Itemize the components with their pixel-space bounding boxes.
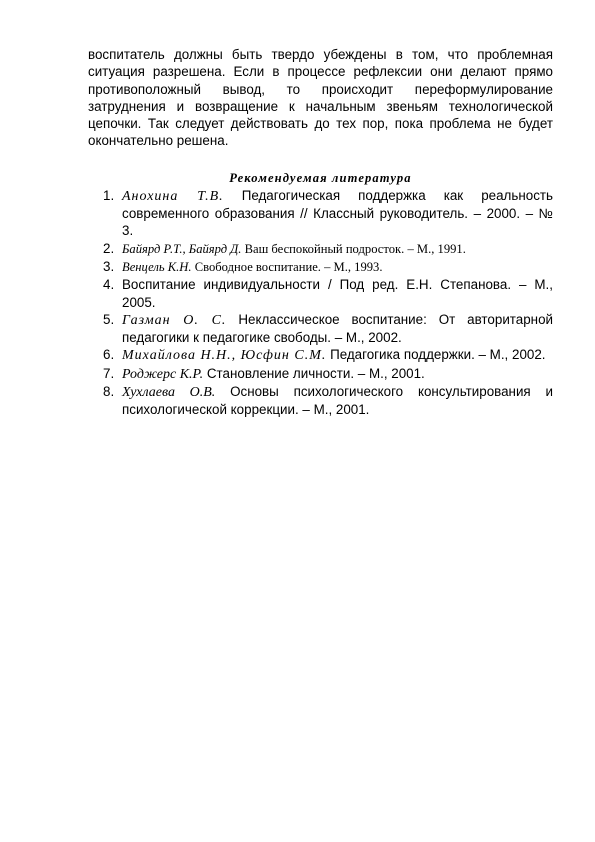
document-page [88, 46, 553, 419]
reference-author: Роджерс К.Р. [122, 366, 204, 382]
reference-item [88, 258, 553, 276]
reference-item [88, 383, 553, 419]
reference-text: Педагогика поддержки. – М., 2002. [326, 347, 546, 363]
reference-item [88, 311, 553, 347]
reference-item [88, 365, 553, 383]
intro-paragraph: воспитатель должны быть твердо убеждены в том, что проблемная ситуация разрешена. Если в процессе рефлексии они делают прямо противоположный вывод, то происходит переформулирование затруднения и возвращение к начальным звеньям технологической цепочки. Так следует действовать до тех пор, пока проблема не будет окончательно решена. [88, 47, 553, 149]
reference-author: Байярд Р.Т., Байярд Д. [122, 241, 242, 256]
reference-number: 1. [103, 187, 115, 203]
reference-text: Воспитание индивидуальности / Под ред. Е.Н. Степанова. – М., 2005. [122, 277, 553, 310]
reference-author: Венцель К.Н. [122, 259, 192, 274]
reference-author: Хухлаева О.В. [122, 385, 216, 401]
reference-number: 8. [103, 384, 115, 400]
reference-number: 6. [103, 347, 115, 363]
reference-text: Свободное воспитание. – М., 1993. [191, 259, 383, 274]
reference-author: Анохина Т.В. [122, 188, 224, 204]
reference-item [88, 240, 553, 258]
references-heading: Рекомендуемая литература [229, 170, 412, 185]
reference-author: Газман О. С. [122, 312, 227, 328]
reference-item [88, 187, 553, 240]
reference-item [88, 276, 553, 311]
reference-number: 4. [103, 277, 115, 293]
reference-number: 2. [103, 240, 115, 256]
reference-text: Неклассическое воспитание: От авторитарной педагогики к педагогике свободы. – М., 2002. [122, 311, 553, 346]
reference-number: 5. [103, 311, 115, 327]
reference-number: 3. [103, 258, 115, 274]
reference-text: Ваш беспокойный подросток. – М., 1991. [241, 241, 466, 256]
reference-author: Михайлова Н.Н., Юсфин С.М. [122, 348, 327, 364]
reference-text: Основы психологического консультирования и психологической коррекции. – М., 2001. [122, 384, 553, 418]
reference-text: Становление личности. – М., 2001. [203, 365, 425, 381]
reference-item [88, 346, 553, 364]
reference-number: 7. [103, 365, 115, 381]
reference-list [88, 187, 553, 419]
reference-text: Педагогическая поддержка как реальность современного образования // Классный руководитель. – 2000. – № 3. [122, 187, 553, 239]
